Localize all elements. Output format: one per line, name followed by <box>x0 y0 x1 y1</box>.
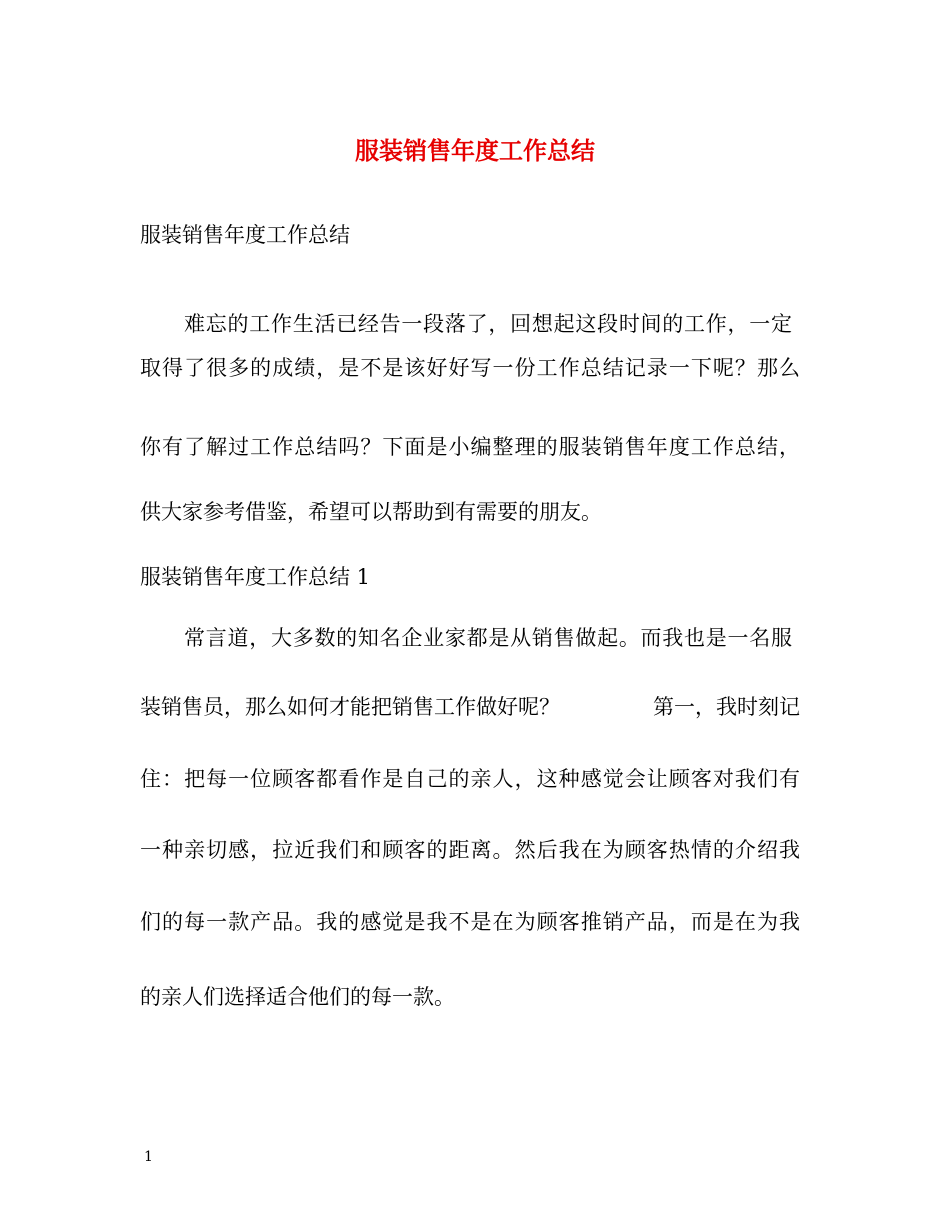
section-1-line-5: 们的每一款产品。我的感觉是我不是在为顾客推销产品，而是在为我 <box>140 910 800 934</box>
document-title: 服装销售年度工作总结 <box>355 136 595 165</box>
section-1-line-3: 住：把每一位顾客都看作是自己的亲人，这种感觉会让顾客对我们有 <box>140 767 800 791</box>
intro-line-3: 你有了解过工作总结吗？下面是小编整理的服装销售年度工作总结， <box>140 435 800 459</box>
page-number: 1 <box>144 1149 153 1165</box>
section-1-line-4: 一种亲切感，拉近我们和顾客的距离。然后我在为顾客热情的介绍我 <box>140 838 800 862</box>
section-1-line-2 <box>140 692 800 722</box>
section-1-line-2-right: 第一，我时刻记 <box>653 695 800 719</box>
section-1-line-1: 常言道，大多数的知名企业家都是从销售做起。而我也是一名服 <box>184 626 792 650</box>
section-1-heading: 服装销售年度工作总结 1 <box>140 565 371 589</box>
intro-line-1: 难忘的工作生活已经告一段落了，回想起这段时间的工作，一定 <box>184 312 792 336</box>
section-1-line-6: 的亲人们选择适合他们的每一款。 <box>140 985 455 1009</box>
intro-line-2: 取得了很多的成绩，是不是该好好写一份工作总结记录一下呢？那么 <box>140 356 800 380</box>
section-1-line-2-left: 装销售员，那么如何才能把销售工作做好呢？ <box>140 695 560 719</box>
intro-line-4: 供大家参考借鉴，希望可以帮助到有需要的朋友。 <box>140 500 602 524</box>
document-subtitle: 服装销售年度工作总结 <box>140 223 350 247</box>
